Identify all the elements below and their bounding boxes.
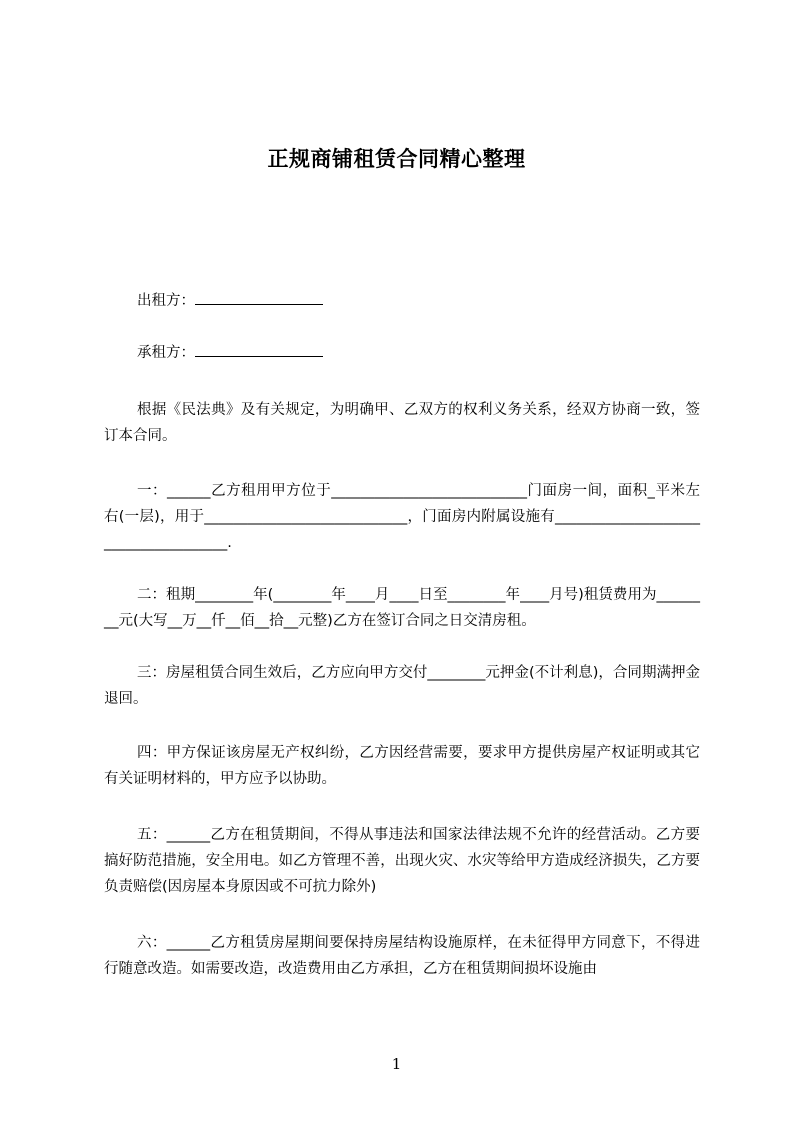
preamble-paragraph: 根据《民法典》及有关规定，为明确甲、乙双方的权利义务关系，经双方协商一致，签订本合同。 [104,402,700,444]
lessor-label: 出租方： [137,293,195,309]
lessor-line [137,290,323,312]
document-title: 正规商铺租赁合同精心整理 [267,147,526,171]
clause-6-paragraph: 六：______乙方租赁房屋期间要保持房屋结构设施原样，在未征得甲方同意下，不得进行随意改造。如需要改造，改造费用由乙方承担，乙方在租赁期间损坏设施由 [104,935,700,977]
clause-3-paragraph: 三：房屋租赁合同生效后，乙方应向甲方交付________元押金(不计利息)，合同期满押金退回。 [104,665,700,707]
lessee-label: 承租方： [137,345,195,361]
lessee-blank [195,342,323,357]
lessee-line [137,342,323,364]
page-number: 1 [391,1055,402,1073]
clause-2-paragraph: 二：租期________年(________年____月____日至________年____月号)租赁费用为________元(大写__万__仟__佰__拾__元整)乙方在签订合同之日交清房租。 [104,587,700,629]
lessor-blank [195,290,323,305]
clause-5-paragraph: 五：______乙方在租赁期间，不得从事违法和国家法律法规不允许的经营活动。乙方要搞好防范措施，安全用电。如乙方管理不善，出现火灾、水灾等给甲方造成经济损失，乙方要负责赔偿(因房屋本身原因或不可抗力除外) [104,827,700,895]
clause-1-paragraph: 一：______乙方租用甲方位于___________________________门面房一间，面积_平米左右(一层)，用于____________________________，门面房内附属设施有_____________________________________. [104,483,700,551]
clause-4-paragraph: 四：甲方保证该房屋无产权纠纷，乙方因经营需要，要求甲方提供房屋产权证明或其它有关证明材料的，甲方应予以协助。 [104,745,700,787]
